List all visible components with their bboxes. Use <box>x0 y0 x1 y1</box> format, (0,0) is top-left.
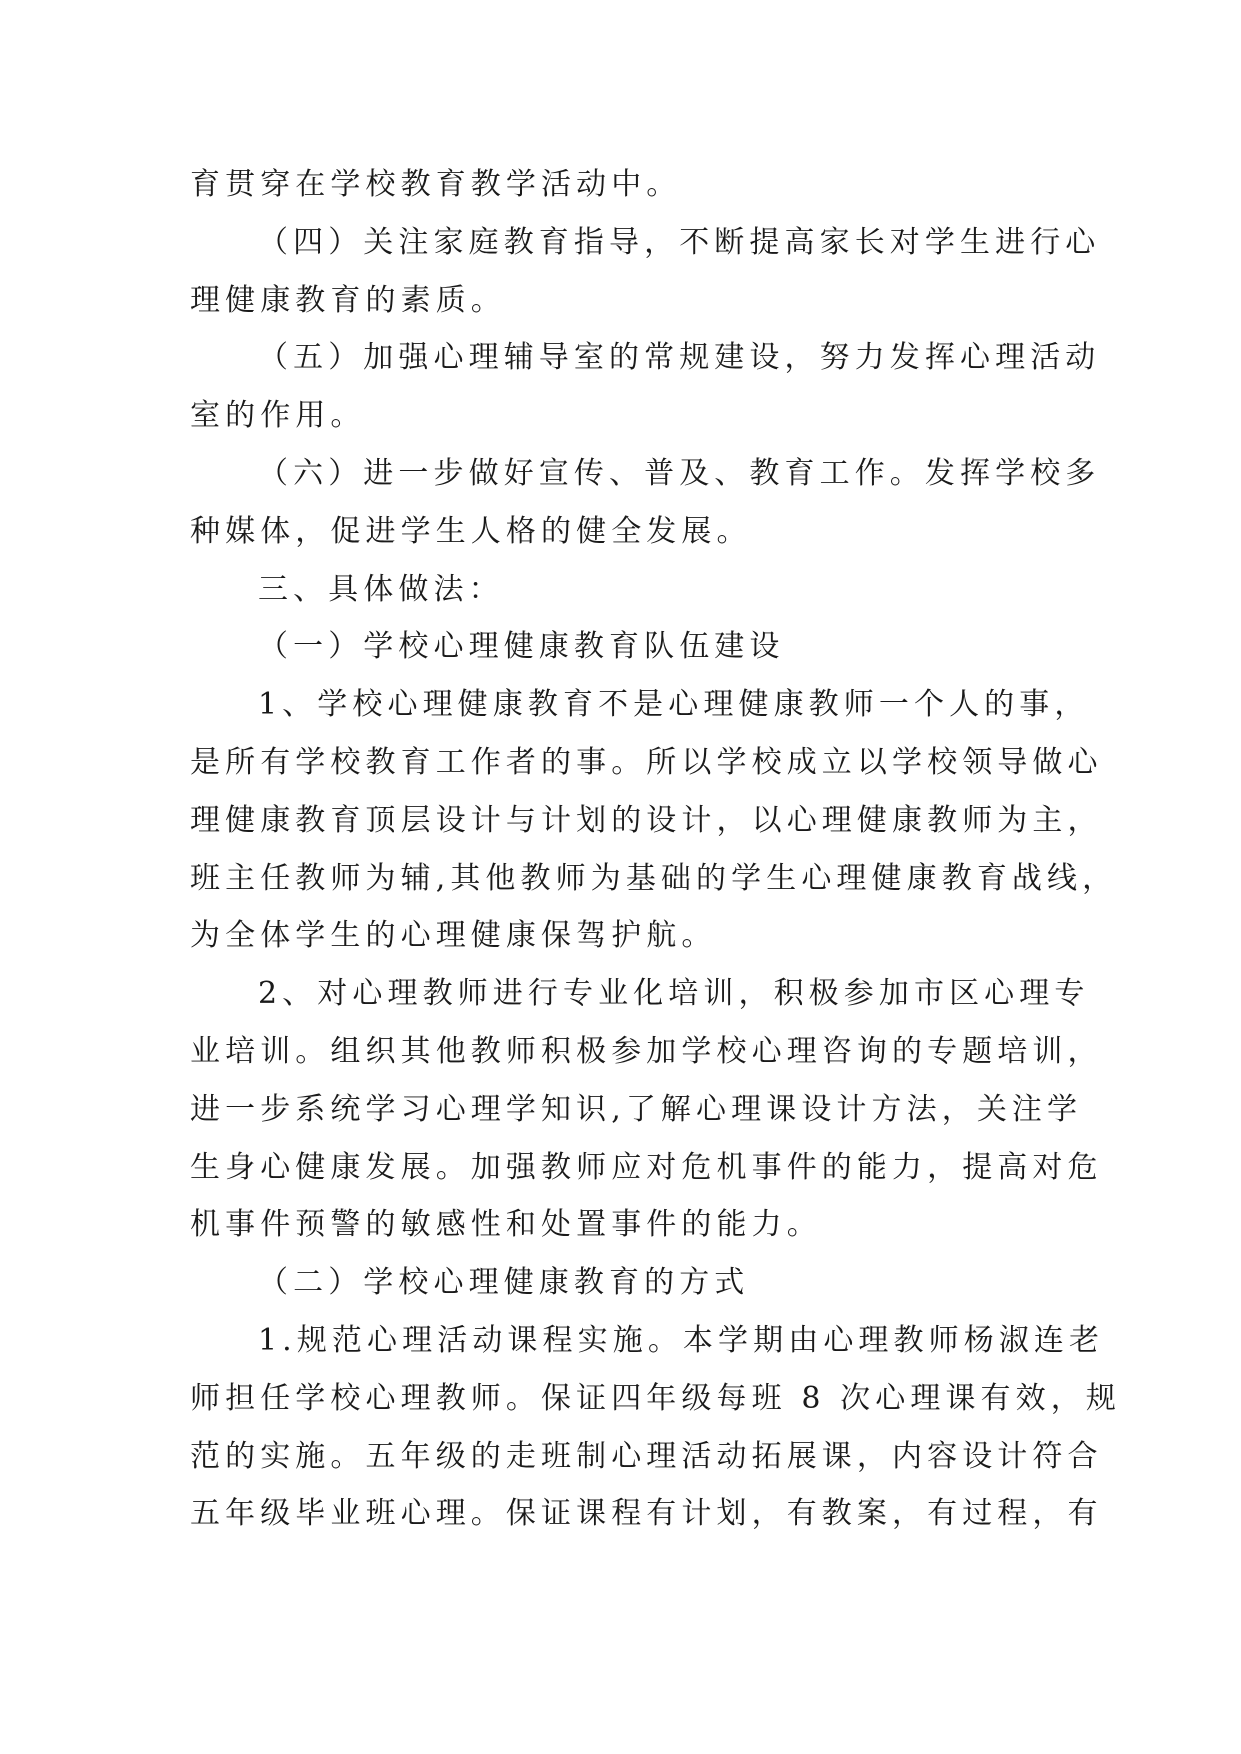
text-line: （四）关注家庭教育指导，不断提高家长对学生进行心 <box>258 224 1101 260</box>
text-line: 为全体学生的心理健康保驾护航。 <box>190 918 717 954</box>
document-body <box>190 156 1121 1543</box>
text-line: 班主任教师为辅,其他教师为基础的学生心理健康教育战线， <box>190 860 1118 896</box>
text-line: 理健康教育顶层设计与计划的设计，以心理健康教师为主， <box>190 802 1103 838</box>
text-line: 1.规范心理活动课程实施。本学期由心理教师杨淑连老 <box>258 1322 1105 1358</box>
text-line: 机事件预警的敏感性和处置事件的能力。 <box>190 1207 822 1243</box>
text-line: 2、对心理教师进行专业化培训，积极参加市区心理专 <box>258 976 1090 1012</box>
text-line: （一）学校心理健康教育队伍建设 <box>258 629 785 665</box>
text-line: 理健康教育的素质。 <box>190 282 506 318</box>
text-line: （五）加强心理辅导室的常规建设，努力发挥心理活动 <box>258 340 1101 376</box>
text-line: （二）学校心理健康教育的方式 <box>258 1265 750 1301</box>
text-line: 种媒体，促进学生人格的健全发展。 <box>190 513 752 549</box>
text-line: 业培训。组织其他教师积极参加学校心理咨询的专题培训， <box>190 1033 1103 1069</box>
text-line: 五年级毕业班心理。保证课程有计划，有教案，有过程，有 <box>190 1496 1103 1532</box>
text-line: 室的作用。 <box>190 398 366 434</box>
text-line: 进一步系统学习心理学知识,了解心理课设计方法，关注学 <box>190 1091 1083 1127</box>
text-line: （六）进一步做好宣传、普及、教育工作。发挥学校多 <box>258 455 1101 491</box>
text-line: 生身心健康发展。加强教师应对危机事件的能力，提高对危 <box>190 1149 1103 1185</box>
text-line: 三、具体做法： <box>258 571 504 607</box>
text-line: 师担任学校心理教师。保证四年级每班 8 次心理课有效，规 <box>190 1380 1121 1416</box>
text-line: 育贯穿在学校教育教学活动中。 <box>190 167 682 202</box>
text-line: 是所有学校教育工作者的事。所以学校成立以学校领导做心 <box>190 744 1103 780</box>
text-line: 1、学校心理健康教育不是心理健康教师一个人的事， <box>258 687 1090 723</box>
text-line: 范的实施。五年级的走班制心理活动拓展课，内容设计符合 <box>190 1438 1103 1474</box>
